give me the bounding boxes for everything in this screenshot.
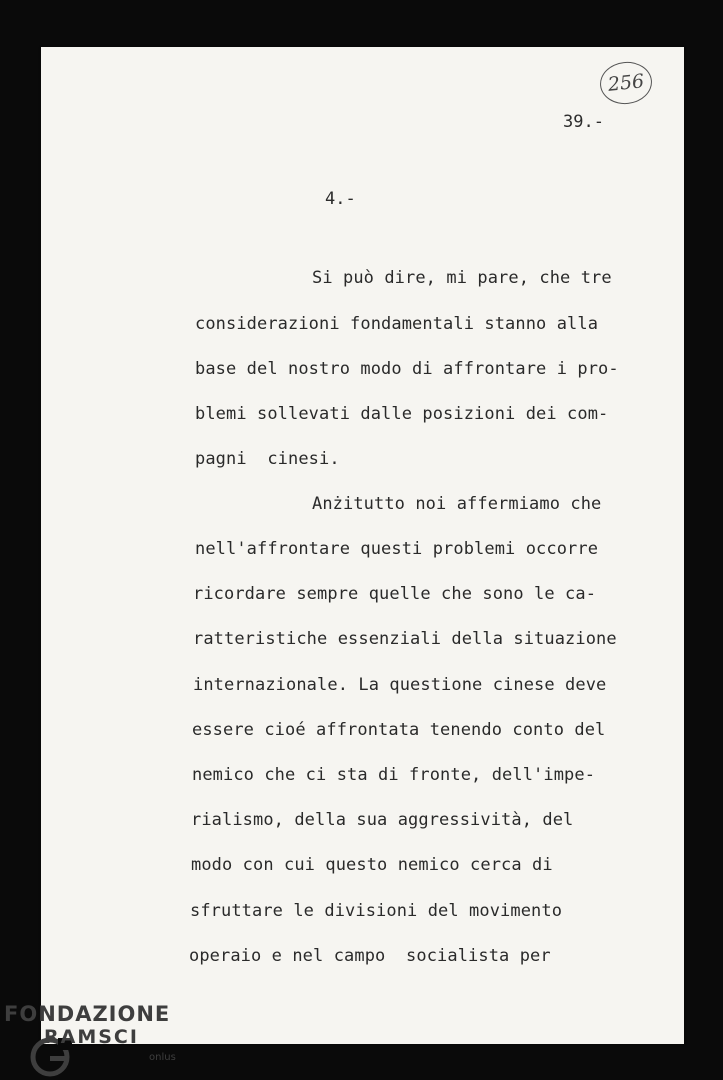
text-line: rialismo, della sua aggressività, del [191, 810, 574, 830]
text-line: Si può dire, mi pare, che tre [312, 268, 612, 288]
text-line: blemi sollevati dalle posizioni dei com- [195, 404, 609, 424]
text-line: pagni cinesi. [195, 449, 340, 469]
text-line: considerazioni fondamentali stanno alla [195, 314, 599, 334]
logo-line1: FONDAZIONE [4, 1002, 171, 1026]
text-line: nemico che ci sta di fronte, dell'impe- [192, 765, 596, 785]
text-line: operaio e nel campo socialista per [189, 946, 551, 966]
archive-stamp-number: 256 [598, 59, 654, 106]
text-line: Anżitutto noi affermiamo che [312, 494, 602, 514]
fondazione-gramsci-logo [4, 1000, 184, 1080]
text-line: modo con cui questo nemico cerca di [191, 855, 553, 875]
text-line: sfruttare le divisioni del movimento [190, 901, 563, 921]
text-line: internazionale. La questione cinese deve [193, 675, 607, 695]
text-line: base del nostro modo di affrontare i pro- [195, 359, 619, 379]
text-line: ricordare sempre quelle che sono le ca- [193, 584, 597, 604]
section-number: 4.- [325, 189, 356, 209]
text-line: nell'affrontare questi problemi occorre [195, 539, 599, 559]
text-line: ratteristiche essenziali della situazione [193, 629, 617, 649]
text-line: essere cioé affrontata tenendo conto del [192, 720, 606, 740]
logo-line2: RAMSCI [44, 1026, 139, 1048]
page-number: 39.- [563, 112, 604, 132]
logo-subtitle: onlus [149, 1052, 176, 1063]
